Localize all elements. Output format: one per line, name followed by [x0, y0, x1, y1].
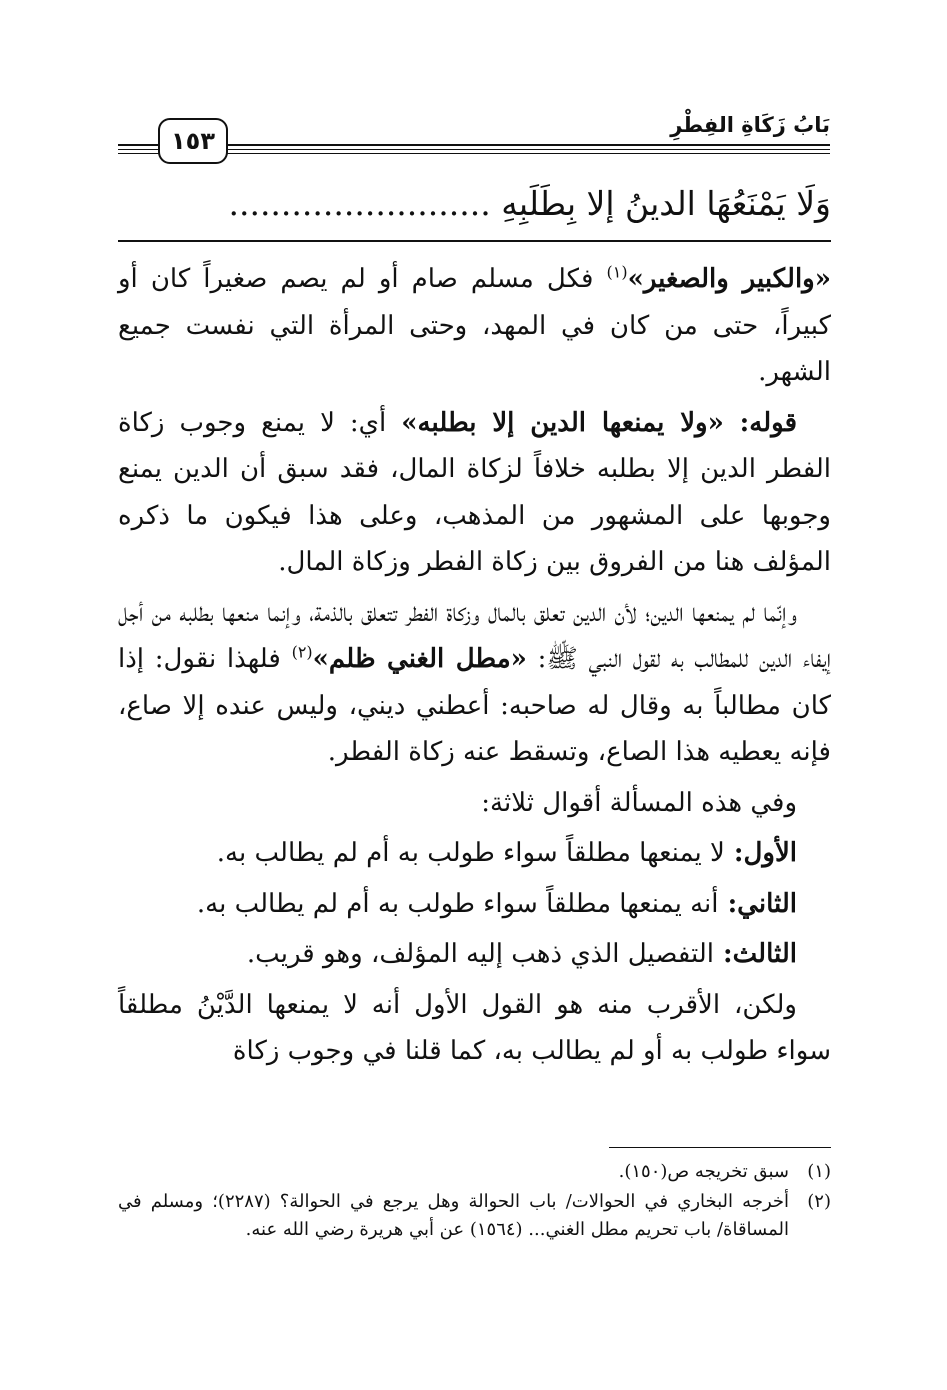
paragraph	[118, 982, 831, 1075]
text-run: فكل مسلم صام أو لم يصم صغيراً كان أو كبيراً، حتى من كان في المهد، وحتى المرأة التي نفست جميع الشهر.	[118, 264, 831, 387]
page-number: ١٥٣	[158, 118, 228, 164]
footnote-rule	[609, 1147, 831, 1148]
paragraph	[118, 590, 831, 776]
footnote-marker: (١)	[606, 262, 628, 282]
footnote-item	[118, 1158, 831, 1186]
paragraph	[118, 830, 831, 877]
footnote-number: (٢)	[807, 1191, 831, 1212]
text-run: أي: لا يمنع وجوب زكاة الفطر الدين إلا بطلبه خلافاً لزكاة المال، فقد سبق أن الدين يمنع وجوبها على المشهور من المذهب، وعلى هذا فيكون ما ذكره المؤلف هنا من الفروق بين زكاة الفطر وزكاة المال.	[118, 407, 831, 577]
running-title: بَابُ زَكَاةِ الفِطْرِ	[658, 108, 830, 142]
bold-quote: «ولا يمنعها الدين إلا بطلبه»	[401, 407, 724, 438]
text-run: لا يمنعها مطلقاً سواء طولب به أم لم يطالب به.	[216, 838, 725, 868]
bold-quote: قوله:	[723, 407, 797, 438]
paragraph	[118, 881, 831, 928]
footnote-text: سبق تخريجه ص(١٥٠).	[618, 1161, 789, 1182]
text-run: ولكن، الأقرب منه هو القول الأول أنه لا يمنعها الدَّيْنُ مطلقاً سواء طولب به أو لم يطالب به، كما قلنا في وجوب زكاة	[118, 989, 831, 1066]
footnote-number: (١)	[807, 1161, 831, 1182]
paragraph	[118, 780, 831, 827]
bold-quote: «والكبير والصغير»	[627, 264, 831, 294]
footnote-text: أخرجه البخاري في الحوالات/ باب الحوالة وهل يرجع في الحوالة؟ (٢٢٨٧)؛ ومسلم في المساقاة/ باب تحريم مطل الغني... (١٥٦٤) عن أبي هريرة رضي الله عنه.	[118, 1191, 790, 1240]
paragraph	[118, 400, 831, 586]
footnote-item	[118, 1188, 831, 1244]
bold-quote: الثالث:	[713, 939, 797, 969]
text-run: وفي هذه المسألة أقوال ثلاثة:	[481, 787, 797, 818]
text-run: فلهذا نقول: إذا كان مطالباً به وقال له صاحبه: أعطني ديني، وليس عنده إلا صاع، فإنه يعطيه هذا الصاع، وتسقط عنه زكاة الفطر.	[118, 644, 831, 767]
footnotes	[118, 1158, 831, 1246]
text-run: وإنّما لم يمنعها الدين؛ لأن الدين تعلق بالمال وزكاة الفطر تتعلق بالذمة، وإنما منعها بطلبه من أجل إيفاء الدين للمطالب به لقول النبي ﷺ:	[118, 597, 832, 674]
bold-quote: الأول:	[724, 838, 797, 868]
matn-text: وَلَا يَمْنَعُهَا الدينُ إلا بِطَلَبِهِ .........................	[228, 184, 831, 223]
matn-rule	[118, 240, 831, 242]
paragraph	[118, 931, 831, 978]
bold-quote: الثاني:	[718, 888, 797, 919]
footnote-marker: (٢)	[291, 642, 313, 662]
text-run: التفصيل الذي ذهب إليه المؤلف، وهو قريب.	[246, 939, 714, 969]
page-header	[118, 108, 830, 164]
text-run: أنه يمنعها مطلقاً سواء طولب به أم لم يطالب به.	[196, 888, 719, 919]
commentary-body	[118, 256, 831, 1079]
paragraph	[118, 256, 831, 396]
bold-quote: «مطل الغني ظلم»	[312, 644, 527, 674]
